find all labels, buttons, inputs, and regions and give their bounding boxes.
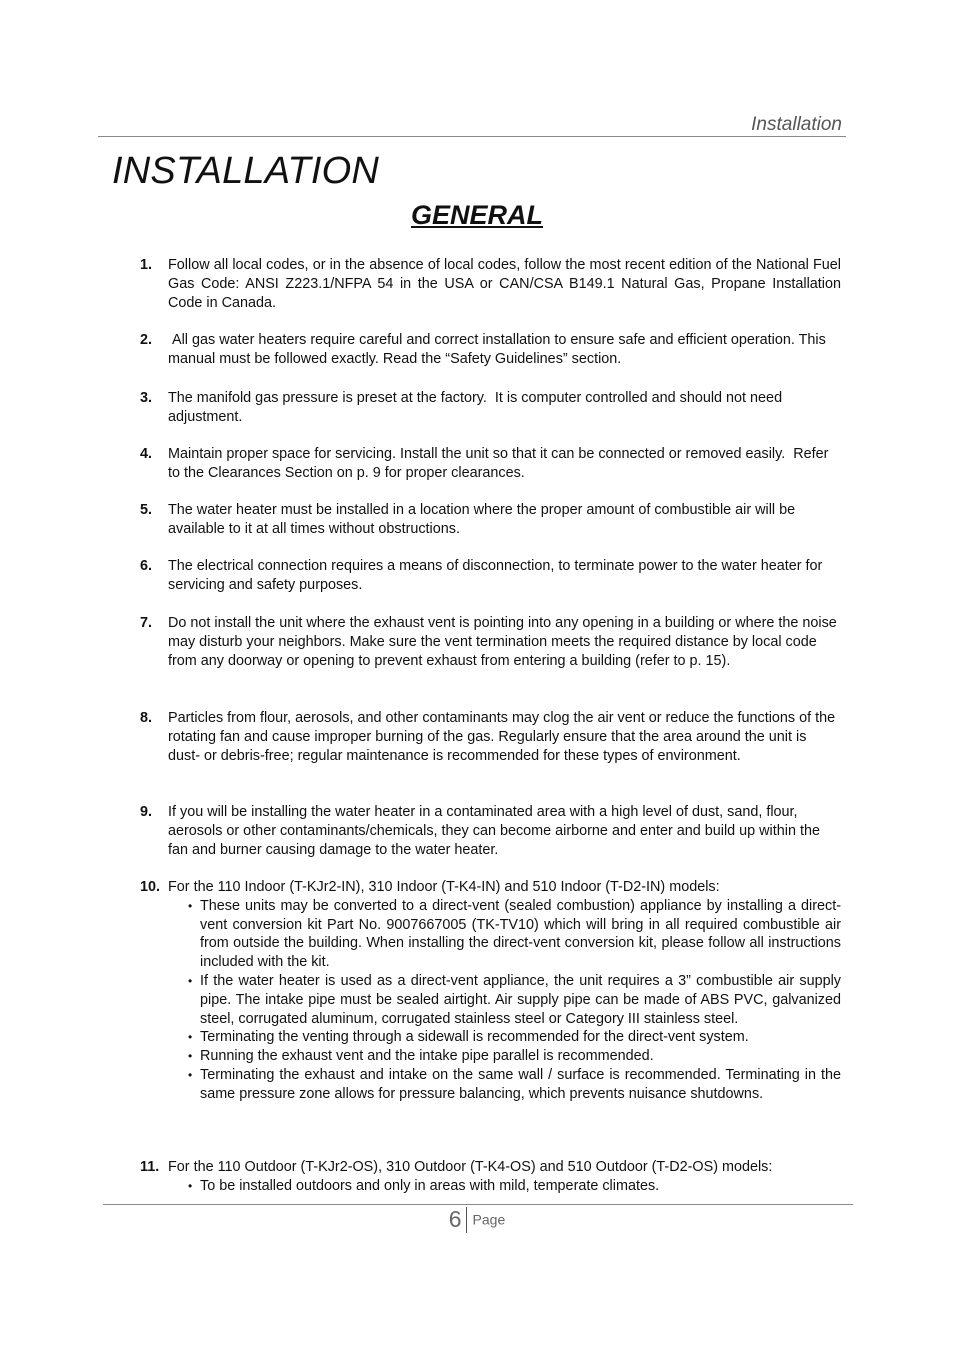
sub-list-item: [188, 1066, 841, 1104]
sub-list-item: [188, 1177, 841, 1196]
bullet-icon: •: [188, 1178, 193, 1193]
item-text: For the 110 Indoor (T-KJr2-IN), 310 Indoor (T-K4-IN) and 510 Indoor (T-D2-IN) models:: [168, 879, 720, 895]
item-text: The electrical connection requires a means of disconnection, to terminate power to the water heater for servicing and safety purposes.: [168, 558, 823, 593]
sub-item-text: To be installed outdoors and only in areas with mild, temperate climates.: [200, 1177, 660, 1194]
item-text: Particles from flour, aerosols, and other contaminants may clog the air vent or reduce the functions of the rotating fan and cause improper burning of the gas. Regularly ensure that the area around the unit is dust- or debris-free; regular maintenance is recommended for these types of environment.: [168, 710, 836, 764]
item-text: If you will be installing the water heater in a contaminated area with a high level of dust, sand, flour, aerosols or other contaminants/chemicals, they can become airborne and enter and build up within the fan and burner causing damage to the water heater.: [168, 804, 820, 858]
item-number: 3.: [140, 390, 153, 406]
sub-list-item: [188, 1028, 841, 1047]
footer-divider: [103, 1204, 853, 1205]
item-number: 8.: [140, 710, 153, 726]
item-number: 9.: [140, 804, 153, 820]
item-text: Follow all local codes, or in the absence of local codes, follow the most recent edition of the National Fuel Gas Code: ANSI Z223.1/NFPA 54 in the USA or CAN/CSA B149.1 Natural Gas, Propane Installation Code in Canada.: [168, 257, 841, 311]
list-item-5: [140, 501, 841, 539]
sub-item-text: These units may be converted to a direct-vent (sealed combustion) appliance by installing a direct-vent conversion kit Part No. 9007667005 (TK-TV10) which will bring in all required combustible air from outside the building. When installing the direct-vent conversion kit, please follow all instructions included with the kit.: [200, 897, 841, 971]
page-number: 6: [448, 1206, 462, 1232]
item-number: 10.: [140, 879, 161, 895]
sub-item-text: If the water heater is used as a direct-vent appliance, the unit requires a 3” combustible air supply pipe. The intake pipe must be sealed airtight. Air supply pipe can be made of ABS PVC, galvanized steel, corrugated aluminum, corrugated stainless steel or Category III stainless steel.: [200, 972, 841, 1027]
sub-item-text: Terminating the exhaust and intake on the same wall / surface is recommended. Terminating in the same pressure zone allows for pressure balancing, which prevents nuisance shutdowns.: [200, 1066, 841, 1102]
sub-list-item: [188, 897, 841, 972]
running-header-title: Installation: [751, 114, 842, 135]
item-text: Maintain proper space for servicing. Install the unit so that it can be connected or removed easily. Refer to the Clearances Section on p. 9 for proper clearances.: [168, 446, 833, 481]
page-footer: [0, 1206, 954, 1233]
item-number: 6.: [140, 558, 153, 574]
item-text: The water heater must be installed in a location where the proper amount of combustible air will be available to it at all times without obstructions.: [168, 502, 796, 537]
sub-list-item: [188, 1047, 841, 1066]
item-number: 5.: [140, 502, 153, 518]
sub-list-item: [188, 972, 841, 1028]
list-item-8: [140, 709, 841, 765]
bullet-icon: •: [188, 1067, 193, 1082]
item-number: 1.: [140, 257, 153, 273]
sub-item-text: Terminating the venting through a sidewall is recommended for the direct-vent system.: [200, 1029, 749, 1046]
item-text: Do not install the unit where the exhaust vent is pointing into any opening in a building or where the noise may disturb your neighbors. Make sure the vent termination meets the required distance by local code from any doorway or opening to prevent exhaust from entering a building (refer to p. 15).: [168, 615, 837, 669]
item-number: 2.: [140, 332, 153, 348]
list-item-1: [140, 256, 841, 312]
bullet-icon: •: [188, 898, 193, 913]
item-number: 7.: [140, 615, 153, 631]
page-title: INSTALLATION: [112, 150, 380, 192]
item-text: The manifold gas pressure is preset at the factory. It is computer controlled and should not need adjustment.: [168, 390, 787, 425]
item-text: All gas water heaters require careful and correct installation to ensure safe and efficient operation. This manual must be followed exactly. Read the “Safety Guidelines” section.: [168, 332, 830, 367]
item-text: For the 110 Outdoor (T-KJr2-OS), 310 Outdoor (T-K4-OS) and 510 Outdoor (T-D2-OS) models:: [168, 1159, 773, 1175]
list-item-7: [140, 614, 841, 670]
item-number: 4.: [140, 446, 153, 462]
running-header: [98, 114, 846, 137]
bullet-icon: •: [188, 1049, 193, 1064]
section-title: GENERAL: [410, 200, 543, 230]
list-item-4: [140, 445, 841, 483]
list-item-2: [140, 331, 841, 369]
footer-separator: [466, 1207, 467, 1233]
item-number: 11.: [140, 1159, 160, 1175]
list-item-3: [140, 389, 841, 427]
sub-item-text: Running the exhaust vent and the intake pipe parallel is recommended.: [200, 1048, 654, 1065]
list-item-9: [140, 803, 841, 859]
page-label: Page: [472, 1211, 506, 1228]
list-item-10: [140, 878, 841, 1104]
bullet-icon: •: [188, 1030, 193, 1045]
bullet-icon: •: [188, 973, 193, 988]
list-item-6: [140, 557, 841, 595]
list-item-11: [140, 1158, 841, 1196]
